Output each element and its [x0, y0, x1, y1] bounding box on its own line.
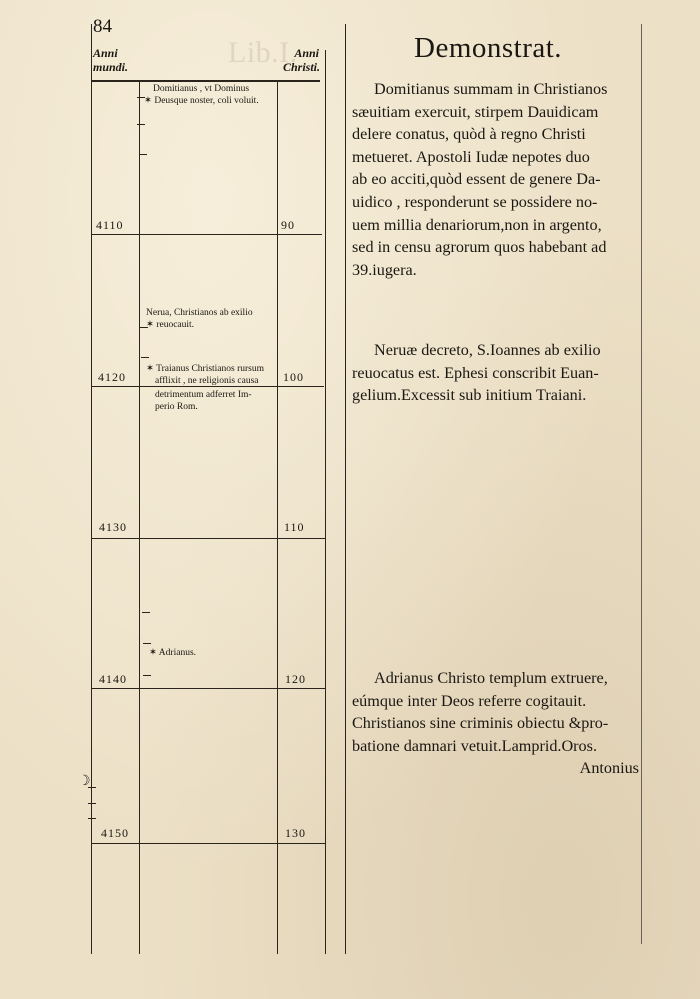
- year-christi-120: 120: [285, 672, 306, 686]
- table-inner-left-rule: [139, 80, 140, 954]
- tick-mark: [143, 643, 151, 644]
- col-header-anni-mundi: Anni mundi.: [93, 46, 129, 74]
- table-inner-right-rule: [277, 80, 278, 954]
- note-nerua: Nerua, Christianos ab exilio ✶ reuocauit.: [146, 308, 253, 330]
- catchword: Antonius: [579, 759, 639, 778]
- year-christi-130: 130: [285, 826, 306, 840]
- tick-mark: [139, 154, 147, 155]
- row-rule-4110: [91, 234, 322, 235]
- right-margin-rule: [641, 24, 642, 944]
- tick-mark: [141, 357, 149, 358]
- show-through-header: Lib.I.: [228, 36, 298, 69]
- year-christi-90: 90: [281, 218, 295, 232]
- gutter-rule: [345, 24, 346, 954]
- section-title: Demonstrat.: [414, 32, 563, 64]
- tick-mark: [88, 818, 96, 819]
- paragraph-domitianus: Domitianus summam in Christianos sæuitiam exercuit, stirpem Dauidicam delere conatus, quòd à regno Christi metueret. Apostoli Iudæ nepotes duo ab eo acciti,quòd essent de genere Da- uidico , responderunt se possidere no- uem millia denariorum,non in argento, sed in censu agrorum quos habebant ad 39.iugera.: [352, 80, 608, 279]
- year-mundi-4120: 4120: [98, 370, 126, 384]
- tick-mark: [88, 803, 96, 804]
- paragraph-adrianus: Adrianus Christo templum extruere, eúmque inter Deos referre cogitauit. Christianos sine criminis obiectu &pro- batione damnari vetuit.Lamprid.Oros. Antonius: [352, 667, 639, 780]
- note-domitianus: Domitianus , vt Dominus ✶ Deusque noster, coli voluit.: [144, 84, 259, 106]
- table-right-rule: [325, 50, 326, 954]
- tick-mark: [142, 612, 150, 613]
- year-mundi-4130: 4130: [99, 520, 127, 534]
- year-christi-100: 100: [283, 370, 304, 384]
- table-left-rule: [91, 24, 92, 954]
- year-mundi-4150: 4150: [101, 826, 129, 840]
- tick-mark: [137, 124, 145, 125]
- row-rule-4140: [91, 688, 325, 689]
- tick-mark: [143, 675, 151, 676]
- moon-symbol: ☽: [78, 774, 91, 789]
- note-adrianus: ✶ Adrianus.: [149, 648, 197, 658]
- header-rule: [91, 80, 320, 82]
- page-number: 84: [93, 16, 112, 37]
- paragraph-nerua: Neruæ decreto, S.Ioannes ab exilio reuocatus est. Ephesi conscribit Euan- gelium.Excessit sub initium Traiani.: [352, 341, 601, 405]
- year-mundi-4140: 4140: [99, 672, 127, 686]
- year-christi-110: 110: [284, 520, 305, 534]
- row-rule-4130: [91, 538, 325, 539]
- note-traianus: ✶ Traianus Christianos rursum afflixit , ne religionis causa detrimentum adferret Im- perio Rom.: [146, 364, 265, 412]
- year-mundi-4110: 4110: [96, 218, 124, 232]
- row-rule-4150: [91, 843, 325, 844]
- col-header-anni-christi: Anni Christi.: [283, 46, 321, 74]
